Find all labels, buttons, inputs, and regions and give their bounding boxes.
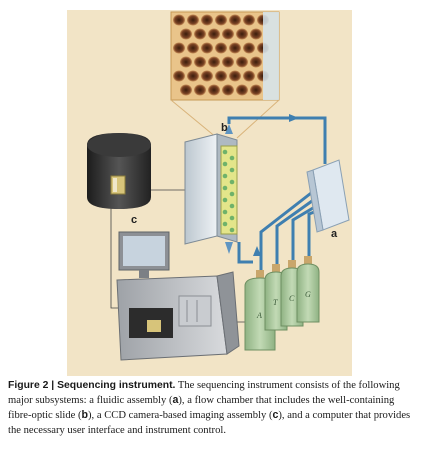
caption-ref-b: b bbox=[81, 409, 89, 422]
figure-caption bbox=[8, 379, 418, 438]
label-a: a bbox=[331, 228, 338, 240]
bottle-label: T bbox=[273, 298, 278, 307]
label-b: b bbox=[221, 122, 228, 134]
reagent-bottle-icon bbox=[297, 256, 319, 322]
caption-ref-c: c bbox=[272, 409, 279, 422]
computer-icon bbox=[117, 232, 239, 360]
caption-text-3: ), a CCD camera-based imaging assembly ( bbox=[88, 410, 273, 422]
bottle-label: C bbox=[289, 294, 295, 303]
caption-text-2: ), a flow chamber that includes the well-containing fibre-optic slide ( bbox=[8, 395, 395, 422]
label-c: c bbox=[131, 214, 138, 226]
caption-text-4: ), and a computer that provides the necessary user interface and instrument control. bbox=[8, 410, 411, 436]
fluidic-manifold-icon bbox=[307, 160, 349, 232]
bottle-label: G bbox=[305, 290, 311, 299]
ccd-camera-icon bbox=[87, 133, 151, 209]
magnified-wells-icon bbox=[171, 12, 279, 100]
bottle-label: A bbox=[257, 311, 262, 320]
instrument-illustration bbox=[67, 10, 352, 376]
figure-label: Figure 2 | Sequencing instrument. bbox=[8, 380, 176, 391]
caption-text-1: The sequencing instrument consists of the following major subsystems: a fluidic assembly ( bbox=[8, 380, 400, 407]
caption-ref-a: a bbox=[172, 394, 179, 407]
flow-chamber-icon bbox=[185, 124, 237, 254]
figure-panel bbox=[67, 10, 352, 376]
